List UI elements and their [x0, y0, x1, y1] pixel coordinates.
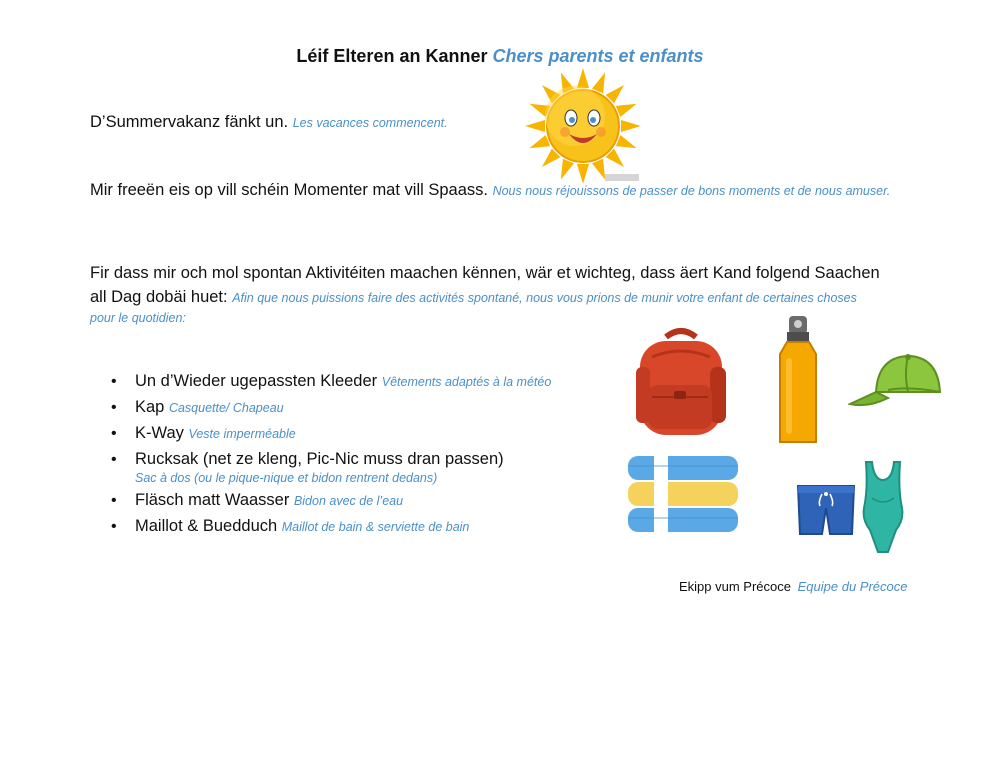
- backpack-icon: [630, 327, 732, 439]
- swim-shorts-icon: [796, 482, 856, 538]
- list-item: [108, 395, 608, 421]
- sun-icon: [525, 68, 641, 184]
- swimsuit-icon: [858, 460, 908, 558]
- item-fr: Bidon avec de l’eau: [293, 494, 404, 508]
- p1-fr: Les vacances commencent.: [292, 116, 448, 130]
- list-item: [108, 369, 608, 395]
- signature-lb: Ekipp vum Précoce: [679, 579, 791, 594]
- item-lb: Maillot & Buedduch: [135, 517, 278, 535]
- item-lb: Kap: [135, 398, 165, 416]
- paragraph-moments: [90, 178, 910, 202]
- title-fr: Chers parents et enfants: [492, 46, 704, 66]
- paragraph-vacation: [90, 110, 448, 135]
- signature: [679, 579, 907, 594]
- list-item: [108, 447, 608, 488]
- item-lb: K-Way: [135, 424, 184, 442]
- cap-icon: [848, 352, 944, 410]
- item-fr: Veste imperméable: [188, 427, 296, 441]
- list-item: [108, 488, 608, 514]
- item-fr: Casquette/ Chapeau: [168, 401, 284, 415]
- p2-lb: Mir freeën eis op vill schéin Momenter mat vill Spaass.: [90, 181, 488, 199]
- p1-lb: D’Summervakanz fänkt un.: [90, 113, 289, 131]
- title-lb: Léif Elteren an Kanner: [296, 46, 488, 66]
- item-lb: Un d’Wieder ugepassten Kleeder: [135, 372, 378, 390]
- page-title: [0, 46, 1000, 67]
- p3-fr-line2: pour le quotidien:: [90, 311, 186, 325]
- p3-lb-line2: all Dag dobäi huet:: [90, 288, 228, 306]
- item-lb: Rucksak (net ze kleng, Pic-Nic muss dran passen): [135, 450, 504, 468]
- list-item: [108, 421, 608, 447]
- item-fr: Vêtements adaptés à la météo: [381, 375, 552, 389]
- p2-fr: Nous nous réjouissons de passer de bons moments et de nous amuser.: [492, 184, 891, 198]
- item-fr: Sac à dos (ou le pique-nique et bidon rentrent dedans): [135, 471, 438, 485]
- items-list: [108, 369, 608, 540]
- item-lb: Fläsch matt Waasser: [135, 491, 290, 509]
- list-item: [108, 514, 608, 540]
- water-bottle-icon: [774, 314, 822, 446]
- p3-fr-line1: Afin que nous puissions faire des activités spontané, nous vous prions de munir votre enfant de certaines choses: [232, 291, 857, 305]
- signature-fr: Equipe du Précoce: [797, 579, 908, 594]
- p3-lb-line1: Fir dass mir och mol spontan Aktivitéiten maachen kënnen, wär et wichteg, dass äert Kand folgend Saachen: [90, 264, 880, 282]
- item-fr: Maillot de bain & serviette de bain: [281, 520, 470, 534]
- towels-icon: [624, 452, 742, 538]
